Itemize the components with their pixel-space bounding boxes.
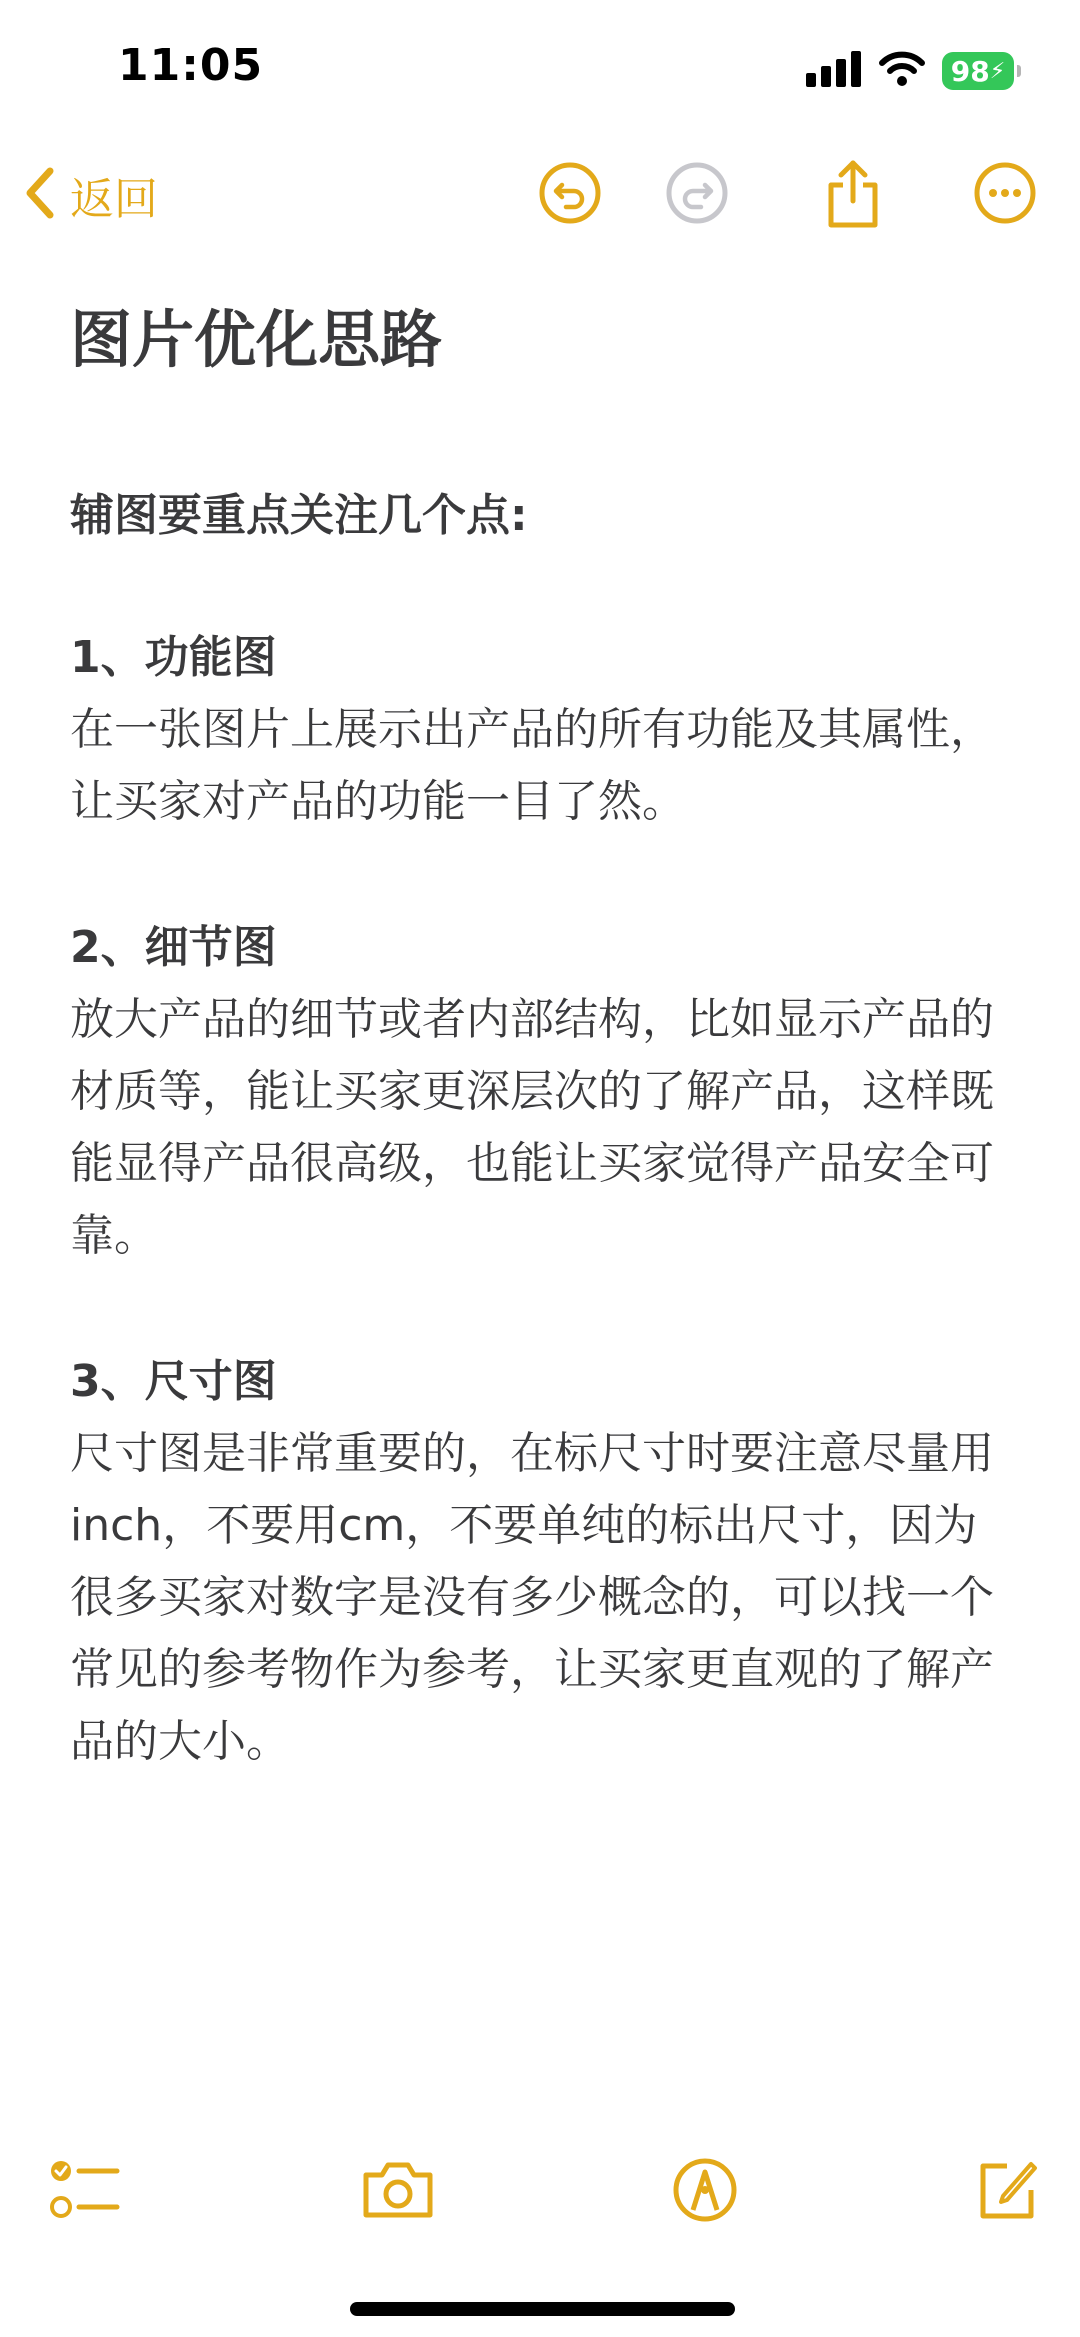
redo-icon	[665, 161, 729, 229]
note-section-3	[70, 1346, 1020, 1778]
status-icons	[806, 48, 1014, 94]
back-label: 返回	[70, 174, 158, 225]
undo-button[interactable]	[535, 160, 605, 230]
camera-icon	[360, 2159, 436, 2225]
back-button[interactable]	[22, 162, 158, 228]
home-indicator[interactable]	[350, 2302, 735, 2316]
section-body: 尺寸图是非常重要的，在标尺寸时要注意尽量用 inch，不要用cm，不要单纯的标出尺寸，因为很多买家对数字是没有多少概念的，可以找一个常见的参考物作为参考，让买家更直观的了解产品的大小。	[70, 1428, 994, 1767]
section-body: 在一张图片上展示出产品的所有功能及其属性，让买家对产品的功能一目了然。	[70, 704, 994, 827]
battery-icon: 98 ⚡	[942, 52, 1014, 90]
section-heading: 1、功能图	[70, 632, 277, 683]
note-section-2	[70, 912, 1020, 1272]
checklist-icon	[49, 2157, 121, 2227]
share-button[interactable]	[818, 160, 888, 230]
compose-button[interactable]	[967, 2152, 1047, 2232]
undo-icon	[538, 161, 602, 229]
note-title: 图片优化思路	[70, 303, 443, 376]
more-button[interactable]	[970, 160, 1040, 230]
compose-icon	[973, 2156, 1041, 2228]
camera-button[interactable]	[358, 2152, 438, 2232]
section-heading: 3、尺寸图	[70, 1356, 277, 1407]
status-bar	[0, 0, 1080, 140]
markup-icon	[671, 2156, 739, 2228]
redo-button[interactable]	[662, 160, 732, 230]
note-content[interactable]	[70, 300, 1020, 1767]
note-subhead: 辅图要重点关注几个点:	[70, 490, 528, 541]
wifi-icon	[878, 51, 926, 91]
chevron-left-icon	[22, 165, 56, 225]
markup-button[interactable]	[665, 2152, 745, 2232]
more-icon	[973, 161, 1037, 229]
bottom-toolbar	[0, 2140, 1080, 2240]
checklist-button[interactable]	[45, 2152, 125, 2232]
note-section-1	[70, 622, 1020, 838]
battery-level: 98	[950, 54, 990, 88]
section-heading: 2、细节图	[70, 922, 277, 973]
share-icon	[823, 157, 883, 233]
section-body: 放大产品的细节或者内部结构，比如显示产品的材质等，能让买家更深层次的了解产品，这样既能显得产品很高级，也能让买家觉得产品安全可靠。	[70, 994, 994, 1261]
signal-icon	[806, 51, 862, 91]
status-time: 11:05	[118, 40, 264, 91]
note-toolbar	[0, 150, 1080, 240]
